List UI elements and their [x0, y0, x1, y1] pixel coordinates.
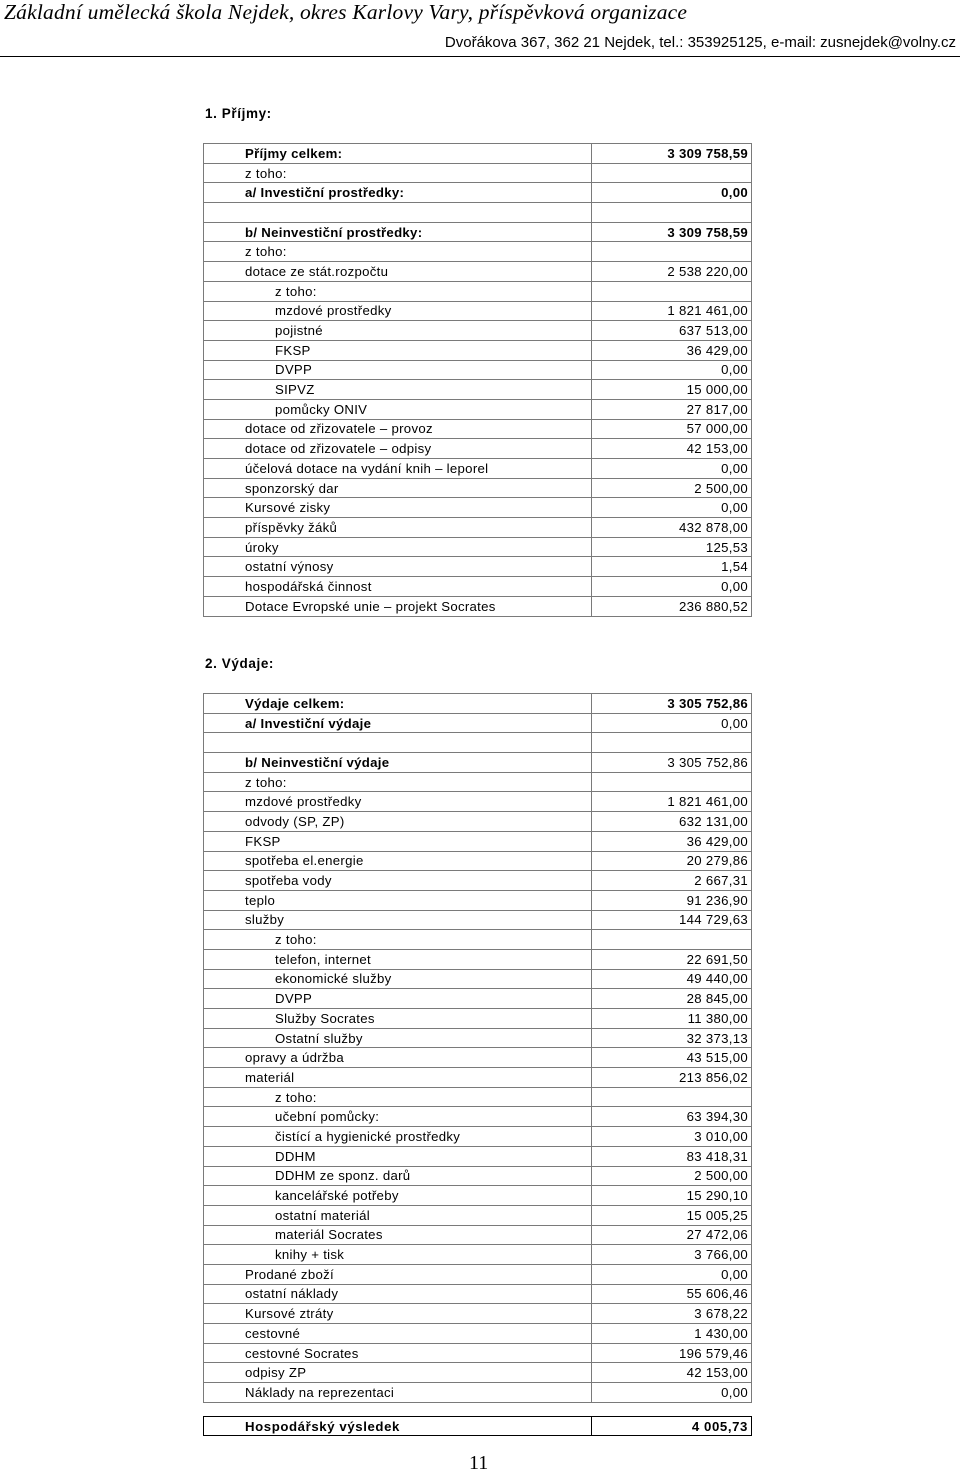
table-row: [204, 380, 752, 400]
row-label: z toho:: [204, 242, 592, 262]
row-label: dotace od zřizovatele – odpisy: [204, 439, 592, 459]
row-label: b/ Neinvestiční prostředky:: [204, 222, 592, 242]
table-row: [204, 183, 752, 203]
table-row: [204, 518, 752, 538]
row-label: materiál: [204, 1068, 592, 1088]
row-label: mzdové prostředky: [204, 792, 592, 812]
table-row: [204, 1009, 752, 1029]
table-row: [204, 281, 752, 301]
row-value: 55 606,46: [592, 1284, 752, 1304]
row-value: [592, 1087, 752, 1107]
table-row: [204, 262, 752, 282]
table-row: [204, 1363, 752, 1383]
row-label: telefon, internet: [204, 949, 592, 969]
row-label: služby: [204, 910, 592, 930]
table-row: [204, 1324, 752, 1344]
row-label: Dotace Evropské unie – projekt Socrates: [204, 596, 592, 616]
row-label: [204, 203, 592, 223]
table-row: [204, 163, 752, 183]
row-value: 1 430,00: [592, 1324, 752, 1344]
table-row: [204, 340, 752, 360]
row-value: [592, 733, 752, 753]
table-row: [204, 694, 752, 714]
table-row: [204, 478, 752, 498]
table-row: [204, 399, 752, 419]
row-label: ostatní náklady: [204, 1284, 592, 1304]
row-value: 2 500,00: [592, 1166, 752, 1186]
row-value: 57 000,00: [592, 419, 752, 439]
row-label: čistící a hygienické prostředky: [204, 1127, 592, 1147]
row-value: 432 878,00: [592, 518, 752, 538]
row-label: mzdové prostředky: [204, 301, 592, 321]
table-row: [204, 949, 752, 969]
row-label: pomůcky ONIV: [204, 399, 592, 419]
row-value: 42 153,00: [592, 439, 752, 459]
row-value: 3 010,00: [592, 1127, 752, 1147]
row-value: 0,00: [592, 459, 752, 479]
row-value: 637 513,00: [592, 321, 752, 341]
table-row: [204, 890, 752, 910]
table-row: [204, 1186, 752, 1206]
row-label: DDHM: [204, 1146, 592, 1166]
row-label: Kursové zisky: [204, 498, 592, 518]
row-label: Prodané zboží: [204, 1264, 592, 1284]
row-label: kancelářské potřeby: [204, 1186, 592, 1206]
table-row: [204, 222, 752, 242]
row-label: úroky: [204, 537, 592, 557]
row-label: učební pomůcky:: [204, 1107, 592, 1127]
row-label: příspěvky žáků: [204, 518, 592, 538]
row-label: DDHM ze sponz. darů: [204, 1166, 592, 1186]
row-value: 27 472,06: [592, 1225, 752, 1245]
table-row: [204, 1245, 752, 1265]
row-value: 0,00: [592, 1383, 752, 1403]
page-number: 11: [469, 1452, 489, 1474]
row-value: 0,00: [592, 577, 752, 597]
table-row: [204, 1264, 752, 1284]
row-label: FKSP: [204, 340, 592, 360]
row-value: 3 305 752,86: [592, 753, 752, 773]
row-label: z toho:: [204, 772, 592, 792]
table-row: [204, 1304, 752, 1324]
row-label: dotace ze stát.rozpočtu: [204, 262, 592, 282]
row-label: SIPVZ: [204, 380, 592, 400]
table-row: [204, 1205, 752, 1225]
table-row: [204, 419, 752, 439]
row-label: hospodářská činnost: [204, 577, 592, 597]
row-label: spotřeba vody: [204, 871, 592, 891]
organization-title: Základní umělecká škola Nejdek, okres Karlovy Vary, příspěvková organizace: [4, 0, 688, 24]
organization-address: Dvořákova 367, 362 21 Nejdek, tel.: 353925125, e-mail: zusnejdek@volny.cz: [444, 34, 956, 51]
table-row: [204, 439, 752, 459]
table-row: [204, 772, 752, 792]
header-divider: [0, 56, 960, 57]
row-value: 3 309 758,59: [592, 222, 752, 242]
row-label: opravy a údržba: [204, 1048, 592, 1068]
row-label: účelová dotace na vydání knih – leporel: [204, 459, 592, 479]
table-row: [204, 713, 752, 733]
row-value: 15 005,25: [592, 1205, 752, 1225]
row-label: b/ Neinvestiční výdaje: [204, 753, 592, 773]
row-value: 27 817,00: [592, 399, 752, 419]
table-row: [204, 360, 752, 380]
table-row: [204, 1343, 752, 1363]
table-row: [204, 910, 752, 930]
row-value: 83 418,31: [592, 1146, 752, 1166]
row-label: Ostatní služby: [204, 1028, 592, 1048]
row-label: cestovné: [204, 1324, 592, 1344]
row-value: [592, 203, 752, 223]
row-label: Služby Socrates: [204, 1009, 592, 1029]
row-label: Příjmy celkem:: [204, 144, 592, 164]
row-value: 36 429,00: [592, 340, 752, 360]
row-label: dotace od zřizovatele – provoz: [204, 419, 592, 439]
row-value: 49 440,00: [592, 969, 752, 989]
row-value: [592, 163, 752, 183]
row-label: cestovné Socrates: [204, 1343, 592, 1363]
section-expenses-title: 2. Výdaje:: [205, 656, 275, 671]
table-row: [204, 989, 752, 1009]
table-row: [204, 144, 752, 164]
row-value: 144 729,63: [592, 910, 752, 930]
row-value: 2 500,00: [592, 478, 752, 498]
table-row: [204, 459, 752, 479]
row-value: 0,00: [592, 713, 752, 733]
row-label: z toho:: [204, 281, 592, 301]
row-label: odvody (SP, ZP): [204, 812, 592, 832]
table-row: [204, 203, 752, 223]
row-value: 63 394,30: [592, 1107, 752, 1127]
row-value: 196 579,46: [592, 1343, 752, 1363]
row-value: 42 153,00: [592, 1363, 752, 1383]
row-label: Kursové ztráty: [204, 1304, 592, 1324]
row-label: sponzorský dar: [204, 478, 592, 498]
table-row: [204, 577, 752, 597]
row-value: 2 538 220,00: [592, 262, 752, 282]
row-value: 3 766,00: [592, 1245, 752, 1265]
section-income-title: 1. Příjmy:: [205, 106, 272, 121]
row-label: a/ Investiční výdaje: [204, 713, 592, 733]
table-row: [204, 557, 752, 577]
row-label: a/ Investiční prostředky:: [204, 183, 592, 203]
row-label: z toho:: [204, 930, 592, 950]
table-row: [204, 537, 752, 557]
row-label: pojistné: [204, 321, 592, 341]
row-value: 0,00: [592, 1264, 752, 1284]
row-label: materiál Socrates: [204, 1225, 592, 1245]
row-value: 236 880,52: [592, 596, 752, 616]
row-label: FKSP: [204, 831, 592, 851]
row-label: Výdaje celkem:: [204, 694, 592, 714]
row-value: [592, 281, 752, 301]
row-value: [592, 930, 752, 950]
table-row: [204, 851, 752, 871]
row-label: ostatní materiál: [204, 1205, 592, 1225]
row-value: [592, 242, 752, 262]
table-row: [204, 596, 752, 616]
row-value: 1,54: [592, 557, 752, 577]
table-row: [204, 930, 752, 950]
row-label: z toho:: [204, 163, 592, 183]
row-label: DVPP: [204, 989, 592, 1009]
table-row: [204, 1146, 752, 1166]
table-row: [204, 301, 752, 321]
row-value: 125,53: [592, 537, 752, 557]
row-value: 20 279,86: [592, 851, 752, 871]
result-label: Hospodářský výsledek: [204, 1417, 592, 1436]
table-row: [204, 1028, 752, 1048]
row-value: 3 309 758,59: [592, 144, 752, 164]
row-value: 0,00: [592, 183, 752, 203]
table-row: [204, 321, 752, 341]
row-label: DVPP: [204, 360, 592, 380]
row-label: [204, 733, 592, 753]
row-value: 3 305 752,86: [592, 694, 752, 714]
table-row: [204, 1127, 752, 1147]
table-row: [204, 1284, 752, 1304]
table-row: [204, 1166, 752, 1186]
row-value: 2 667,31: [592, 871, 752, 891]
result-table: [203, 1416, 752, 1436]
table-row: [204, 1087, 752, 1107]
row-value: 11 380,00: [592, 1009, 752, 1029]
table-row: [204, 792, 752, 812]
row-value: 28 845,00: [592, 989, 752, 1009]
income-table: [203, 143, 752, 617]
table-row: [204, 733, 752, 753]
row-value: 3 678,22: [592, 1304, 752, 1324]
table-row: [204, 242, 752, 262]
row-value: 632 131,00: [592, 812, 752, 832]
row-value: 1 821 461,00: [592, 301, 752, 321]
row-label: odpisy ZP: [204, 1363, 592, 1383]
row-value: 15 290,10: [592, 1186, 752, 1206]
row-label: ekonomické služby: [204, 969, 592, 989]
row-label: z toho:: [204, 1087, 592, 1107]
row-label: spotřeba el.energie: [204, 851, 592, 871]
expenses-table: [203, 693, 752, 1403]
row-value: [592, 772, 752, 792]
table-row: [204, 498, 752, 518]
row-value: 15 000,00: [592, 380, 752, 400]
result-value: 4 005,73: [592, 1417, 752, 1436]
table-row: [204, 969, 752, 989]
row-label: knihy + tisk: [204, 1245, 592, 1265]
row-value: 213 856,02: [592, 1068, 752, 1088]
table-row: [204, 812, 752, 832]
table-row: [204, 831, 752, 851]
row-value: 0,00: [592, 498, 752, 518]
row-label: ostatní výnosy: [204, 557, 592, 577]
table-row: [204, 1383, 752, 1403]
row-value: 36 429,00: [592, 831, 752, 851]
row-value: 22 691,50: [592, 949, 752, 969]
row-value: 1 821 461,00: [592, 792, 752, 812]
table-row: [204, 1107, 752, 1127]
row-value: 91 236,90: [592, 890, 752, 910]
row-label: teplo: [204, 890, 592, 910]
table-row: [204, 871, 752, 891]
row-value: 0,00: [592, 360, 752, 380]
row-value: 43 515,00: [592, 1048, 752, 1068]
table-row: [204, 1048, 752, 1068]
result-row: [204, 1417, 752, 1436]
row-label: Náklady na reprezentaci: [204, 1383, 592, 1403]
row-value: 32 373,13: [592, 1028, 752, 1048]
table-row: [204, 753, 752, 773]
table-row: [204, 1068, 752, 1088]
table-row: [204, 1225, 752, 1245]
